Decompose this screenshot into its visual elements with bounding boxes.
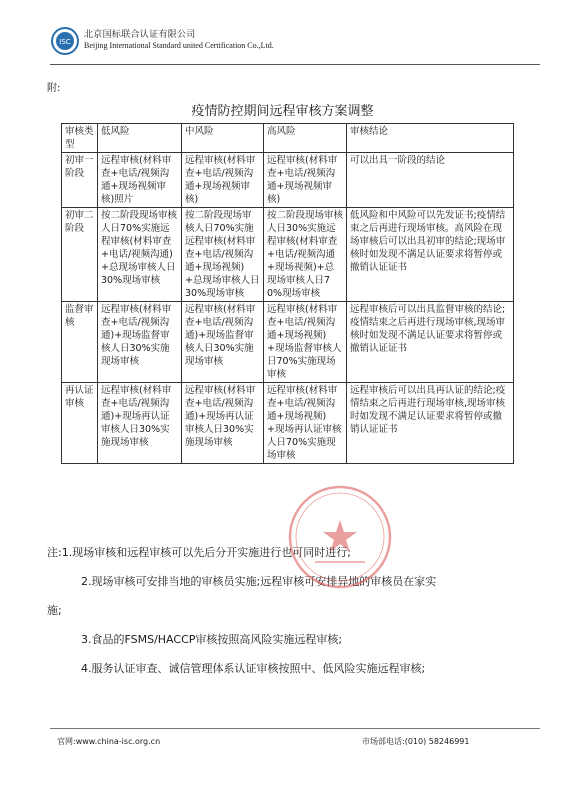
audit-plan-table [61, 123, 514, 464]
table-row [62, 153, 514, 208]
cell-low: 远程审核(材料审查+电话/视频沟通)+现场再认证审核人日30%实施现场审核 [98, 383, 182, 464]
cell-mid: 远程审核(材料审查+电话/视频沟通+现场视频审核) [182, 153, 264, 208]
cell-high: 按二阶段现场审核人日30%实施远程审核(材料审查+电话/视频沟通+现场视频)+总现场审核人日70%现场审核 [264, 208, 347, 302]
company-name-cn: 北京国标联合认证有限公司 [84, 30, 196, 40]
header-high-risk: 高风险 [264, 124, 347, 153]
cell-mid: 远程审核(材料审查+电话/视频沟通)+现场监督审核人日30%实施现场审核 [182, 302, 264, 383]
attachment-label: 附: [47, 83, 61, 94]
footer-divider [50, 728, 540, 729]
header-mid-risk: 中风险 [182, 124, 264, 153]
cell-conclusion: 可以出具一阶段的结论 [347, 153, 514, 208]
logo-text: ISC [59, 38, 71, 46]
company-logo [50, 26, 80, 56]
cell-mid: 按二阶段现场审核人日70%实施远程审核(材料审查+电话/视频沟通+现场视频)+总现场审核人日30%现场审核 [182, 208, 264, 302]
footer-website: 官网:www.china-isc.org.cn [57, 737, 161, 746]
cell-mid: 远程审核(材料审查+电话/视频沟通)+现场再认证审核人日30%实施现场审核 [182, 383, 264, 464]
footer-phone: 市场部电话:(010) 58246991 [362, 737, 470, 746]
header-conclusion: 审核结论 [347, 124, 514, 153]
table-header-row [62, 124, 514, 153]
cell-type: 监督审核 [62, 302, 98, 383]
cell-low: 远程审核(材料审查+电话/视频沟通+现场视频审核)照片 [98, 153, 182, 208]
table-row [62, 208, 514, 302]
letterhead [50, 24, 530, 64]
company-name-en: Beijing International Standard united Certification Co.,Ltd. [84, 41, 274, 50]
table-row [62, 383, 514, 464]
note-1: 注:1.现场审核和远程审核可以先后分开实施进行也可同时进行; [47, 546, 351, 559]
cell-conclusion: 远程审核后可以出具再认证的结论;疫情结束之后再进行现场审核,现场审核时如发现不满足认证要求将暂停或撤销认证证书 [347, 383, 514, 464]
header-low-risk: 低风险 [98, 124, 182, 153]
note-2-line2: 施; [47, 604, 62, 617]
cell-conclusion: 远程审核后可以出具监督审核的结论;疫情结束之后再进行现场审核,现场审核时如发现不满足认证要求将暂停或撤销认证证书 [347, 302, 514, 383]
note-3: 3.食品的FSMS/HACCP审核按照高风险实施远程审核; [81, 633, 343, 646]
cell-type: 再认证审核 [62, 383, 98, 464]
cell-high: 远程审核(材料审查+电话/视频沟通+现场视频)+现场再认证审核人日70%实施现场审核 [264, 383, 347, 464]
document-title: 疫情防控期间远程审核方案调整 [191, 104, 374, 119]
note-4: 4.服务认证审查、诚信管理体系认证审核按照中、低风险实施远程审核; [81, 662, 426, 675]
cell-conclusion: 低风险和中风险可以先发证书;疫情结束之后再进行现场审核。高风险在现场审核后可以出具初审的结论;现场审核时如发现不满足认证要求将暂停或撤销认证证书 [347, 208, 514, 302]
cell-high: 远程审核(材料审查+电话/视频沟通+现场视频审核) [264, 153, 347, 208]
header-audit-type: 审核类型 [62, 124, 98, 153]
table-row [62, 302, 514, 383]
cell-type: 初审一阶段 [62, 153, 98, 208]
company-seal-stamp [285, 482, 395, 592]
cell-high: 远程审核(材料审查+电话/视频沟通+现场视频)+现场监督审核人日70%实施现场审核 [264, 302, 347, 383]
cell-type: 初审二阶段 [62, 208, 98, 302]
note-2-line1: 2.现场审核可安排当地的审核员实施;远程审核可安排异地的审核员在家实 [81, 575, 437, 588]
cell-low: 远程审核(材料审查+电话/视频沟通)+现场监督审核人日30%实施现场审核 [98, 302, 182, 383]
header-divider [50, 64, 540, 65]
cell-low: 按二阶段现场审核人日70%实施远程审核(材料审查+电话/视频沟通)+总现场审核人日30%现场审核 [98, 208, 182, 302]
